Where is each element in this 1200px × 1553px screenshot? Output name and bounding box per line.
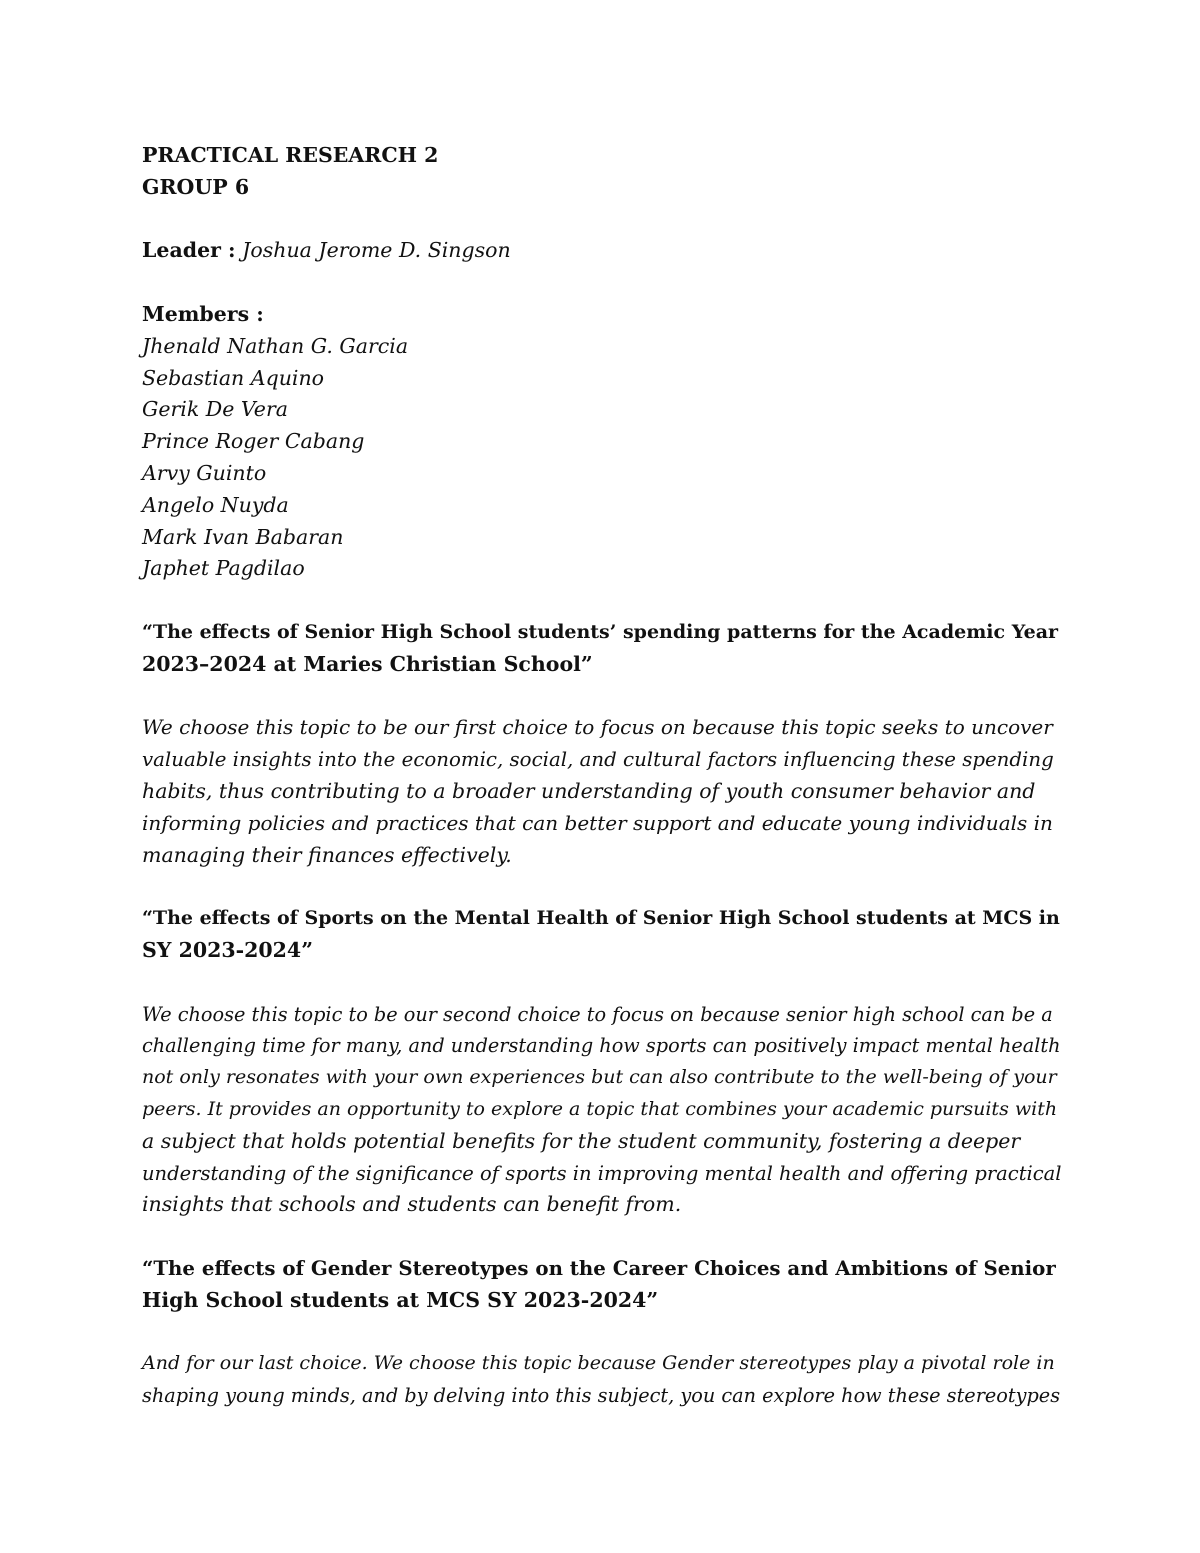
member-name: Arvy Guinto [142,460,267,485]
topic-1-body-line: informing policies and practices that can better support and educate young individuals in [142,810,1053,835]
topic-1-body-line: We choose this topic to be our first choice to focus on because this topic seeks to uncover [142,715,1053,740]
topic-2-body-line: peers. It provides an opportunity to explore a topic that combines your academic pursuits with [142,1097,1058,1120]
topic-3-body-line: shaping young minds, and by delving into this subject, you can explore how these stereotypes [142,1384,1061,1408]
topic-1-title-line: “The effects of Senior High School students’ spending patterns for the Academic Year [142,620,1059,643]
leader-label: Leader : [142,238,236,263]
topic-2 [142,903,1062,1221]
topic-3 [142,1253,1062,1412]
member-name: Gerik De Vera [142,397,288,422]
member-name: Angelo Nuyda [142,492,289,517]
topic-2-body-line: challenging time for many, and understanding how sports can positively impact mental health [142,1034,1061,1058]
topic-1-body-line: managing their finances effectively. [142,842,512,867]
leader-line [142,235,1062,267]
topic-1 [142,617,1062,871]
topic-1-body-line: valuable insights into the economic, social, and cultural factors influencing these spending [142,748,1054,772]
document-body [142,140,1062,1412]
topic-3-title-line: “The effects of Gender Stereotypes on the Career Choices and Ambitions of Senior [142,1255,1056,1280]
topic-1-title-line: 2023–2024 at Maries Christian School” [142,651,593,676]
member-name: Prince Roger Cabang [142,429,365,454]
topic-2-body-line: insights that schools and students can benefit from. [142,1192,682,1217]
leader-name: Joshua Jerome D. Singson [242,238,511,263]
course-title: PRACTICAL RESEARCH 2 [142,143,439,167]
topic-1-body-line: habits, thus contributing to a broader understanding of youth consumer behavior and [142,778,1036,803]
topic-2-body-line: not only resonates with your own experiences but can also contribute to the well-being of your [142,1066,1057,1089]
member-name: Sebastian Aquino [142,365,325,390]
topic-2-body-line: We choose this topic to be our second choice to focus on because senior high school can be a [142,1002,1053,1026]
member-name: Mark Ivan Babaran [142,524,344,549]
member-name: Jhenald Nathan G. Garcia [142,333,409,358]
topic-3-title-line: High School students at MCS SY 2023-2024” [142,1287,659,1312]
topic-2-body-line: understanding of the significance of sports in improving mental health and offering practical [142,1161,1062,1185]
topic-2-title-line: “The effects of Sports on the Mental Health of Senior High School students at MCS in [142,907,1060,930]
member-name: Japhet Pagdilao [142,556,305,581]
group-label: GROUP 6 [142,174,250,199]
members-list [142,331,1062,585]
topic-2-title-line: SY 2023-2024” [142,937,313,962]
topic-2-body-line: a subject that holds potential benefits for the student community, fostering a deeper [142,1128,1021,1153]
topic-3-body-line: And for our last choice. We choose this topic because Gender stereotypes play a pivotal role in [142,1352,1055,1375]
members-label: Members : [142,301,264,326]
